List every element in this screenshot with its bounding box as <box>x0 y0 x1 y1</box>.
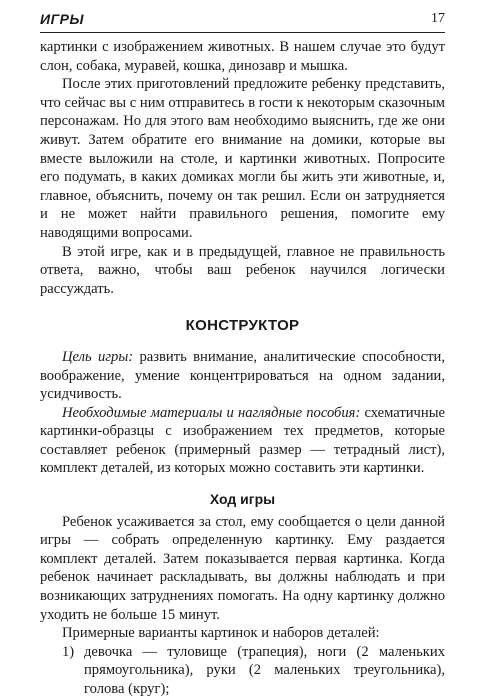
paragraph: В этой игре, как и в предыдущей, главное не правильность ответа, важно, чтобы ваш ребенок научился логически рассуждать. <box>40 243 445 297</box>
materials-text: схематичные картинки-образцы с изображением тех предметов, которые составляет ребенок (примерный размер — тетрадный лист), комплект деталей, из которых можно составить эти картинки. <box>40 404 445 477</box>
paragraph: Ребенок усаживается за стол, ему сообщается о цели данной игры — собрать определенную картинку. Ему раздается комплект деталей. Затем показывается первая картинка. Когда ребенок начинает раскладывать, вы должны наблюдать и при возникающих затруднениях помогать. На одну картинку должно уходить не больше 15 минут. <box>40 513 445 623</box>
numbered-list <box>40 643 445 699</box>
body-text <box>40 38 445 699</box>
paragraph-continuation: картинки с изображением животных. В нашем случае это будут слон, собака, муравей, кошка, динозавр и мышка. <box>40 39 445 74</box>
paragraph: После этих приготовлений предложите ребенку представить, что сейчас вы с ним отправитесь в гости к некоторым сказочным персонажам. Но для этого вам необходимо выяснить, где же они живут. Затем обратите его внимание на домики, которые вы вместе выложили на столе, и картинки животных. Попросите его подумать, в каких домиках могли бы жить эти животные, и, главное, объяснить, почему он так решил. Если он затрудняется и не может найти правильного решения, помогите ему наводящими вопросами. <box>40 76 445 241</box>
paragraph: Примерные варианты картинок и наборов деталей: <box>62 625 380 642</box>
list-item <box>40 643 445 699</box>
running-header <box>40 10 445 33</box>
section-title: КОНСТРУКТОР <box>185 317 300 335</box>
goal-label: Цель игры: <box>62 348 134 365</box>
page-number: 17 <box>431 11 445 26</box>
subsection-title: Ход игры <box>209 491 276 508</box>
goal-text: развить внимание, аналитические способности, воображение, умение концентрироваться на одном задании, усидчивость. <box>40 348 445 403</box>
materials-label: Необходимые материалы и наглядные пособия: <box>62 404 361 421</box>
materials-paragraph <box>40 404 445 478</box>
goal-paragraph <box>40 348 445 404</box>
list-item-number: 1) <box>62 643 75 660</box>
running-header-title: ИГРЫ <box>40 11 84 27</box>
list-item-text: девочка — туловище (трапеция), ноги (2 маленьких прямоугольника), руки (2 маленьких треугольника), голова (круг); <box>84 643 445 697</box>
